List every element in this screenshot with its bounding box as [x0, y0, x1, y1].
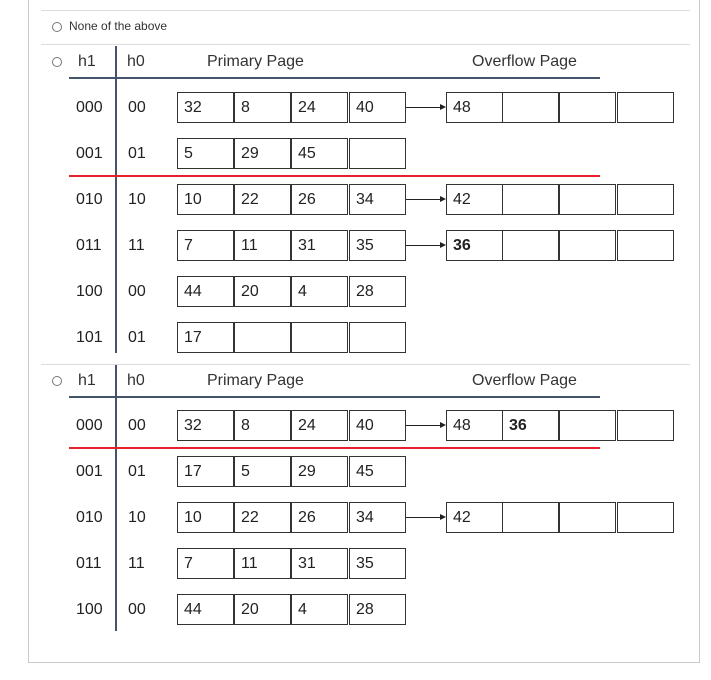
bucket-h0-label: 10	[128, 191, 146, 208]
primary-page-slot: 22	[234, 184, 291, 215]
header-h1: h1	[78, 372, 96, 389]
overflow-arrow	[406, 107, 440, 108]
bucket-h0-label: 10	[128, 509, 146, 526]
primary-page-slot: 34	[349, 502, 406, 533]
primary-page-slot: 20	[234, 594, 291, 625]
overflow-page-slot: 36	[502, 410, 559, 441]
overflow-page-slot	[559, 184, 616, 215]
primary-page-slot: 11	[234, 548, 291, 579]
primary-page-slot: 4	[291, 594, 348, 625]
primary-page-slot: 32	[177, 410, 234, 441]
overflow-page-slot	[617, 410, 674, 441]
primary-page-slot: 40	[349, 92, 406, 123]
overflow-page-slot: 48	[446, 410, 503, 441]
overflow-arrow	[406, 517, 440, 518]
column-divider	[115, 46, 117, 353]
overflow-page-slot	[502, 184, 559, 215]
bucket-h0-label: 11	[128, 555, 145, 572]
primary-page-slot: 29	[291, 456, 348, 487]
header-overflow-page: Overflow Page	[472, 53, 577, 70]
primary-page-slot: 8	[234, 92, 291, 123]
bucket-h1-label: 000	[76, 417, 103, 434]
overflow-page-slot: 48	[446, 92, 503, 123]
bucket-h0-label: 11	[128, 237, 145, 254]
bucket-h1-label: 010	[76, 509, 103, 526]
primary-page-slot: 35	[349, 230, 406, 261]
header-underline	[69, 396, 600, 398]
radio-none-of-the-above[interactable]	[52, 22, 62, 32]
primary-page-slot: 4	[291, 276, 348, 307]
primary-page-slot: 10	[177, 502, 234, 533]
split-pointer-line	[69, 175, 600, 177]
overflow-page-slot	[559, 230, 616, 261]
overflow-arrow	[406, 199, 440, 200]
primary-page-slot: 31	[291, 548, 348, 579]
header-overflow-page: Overflow Page	[472, 372, 577, 389]
overflow-page-slot: 36	[446, 230, 503, 261]
primary-page-slot: 29	[234, 138, 291, 169]
overflow-arrow	[406, 425, 440, 426]
primary-page-slot: 28	[349, 276, 406, 307]
bucket-h1-label: 010	[76, 191, 103, 208]
header-underline	[69, 77, 600, 79]
bucket-h1-label: 100	[76, 283, 103, 300]
primary-page-slot: 40	[349, 410, 406, 441]
bucket-h1-label: 101	[76, 329, 103, 346]
primary-page-slot: 34	[349, 184, 406, 215]
bucket-h0-label: 00	[128, 601, 146, 618]
option-divider	[41, 10, 690, 11]
primary-page-slot	[291, 322, 348, 353]
primary-page-slot: 44	[177, 276, 234, 307]
bucket-h0-label: 01	[128, 463, 146, 480]
primary-page-slot: 17	[177, 456, 234, 487]
overflow-page-slot	[617, 502, 674, 533]
primary-page-slot: 24	[291, 92, 348, 123]
primary-page-slot: 11	[234, 230, 291, 261]
primary-page-slot: 45	[349, 456, 406, 487]
overflow-page-slot	[559, 92, 616, 123]
overflow-arrow	[406, 245, 440, 246]
bucket-h1-label: 011	[76, 555, 102, 572]
primary-page-slot: 24	[291, 410, 348, 441]
primary-page-slot: 17	[177, 322, 234, 353]
primary-page-slot: 5	[177, 138, 234, 169]
primary-page-slot: 5	[234, 456, 291, 487]
bucket-h1-label: 000	[76, 99, 103, 116]
bucket-h0-label: 00	[128, 99, 146, 116]
header-h1: h1	[78, 53, 96, 70]
primary-page-slot	[349, 138, 406, 169]
primary-page-slot: 7	[177, 230, 234, 261]
primary-page-slot: 44	[177, 594, 234, 625]
bucket-h1-label: 100	[76, 601, 103, 618]
radio-option-b[interactable]	[52, 376, 62, 386]
overflow-page-slot	[502, 502, 559, 533]
overflow-page-slot	[617, 184, 674, 215]
primary-page-slot: 22	[234, 502, 291, 533]
overflow-page-slot	[559, 502, 616, 533]
primary-page-slot: 28	[349, 594, 406, 625]
option-divider	[41, 364, 690, 365]
overflow-page-slot: 42	[446, 502, 503, 533]
header-h0: h0	[127, 372, 145, 389]
bucket-h1-label: 001	[76, 463, 103, 480]
split-pointer-line	[69, 447, 600, 449]
primary-page-slot: 32	[177, 92, 234, 123]
overflow-page-slot	[617, 230, 674, 261]
bucket-h0-label: 01	[128, 329, 146, 346]
bucket-h0-label: 00	[128, 417, 146, 434]
primary-page-slot: 7	[177, 548, 234, 579]
bucket-h0-label: 00	[128, 283, 146, 300]
primary-page-slot: 35	[349, 548, 406, 579]
primary-page-slot: 26	[291, 184, 348, 215]
radio-option-a[interactable]	[52, 57, 62, 67]
primary-page-slot: 8	[234, 410, 291, 441]
overflow-page-slot	[617, 92, 674, 123]
primary-page-slot	[349, 322, 406, 353]
overflow-page-slot	[559, 410, 616, 441]
header-h0: h0	[127, 53, 145, 70]
header-primary-page: Primary Page	[207, 53, 304, 70]
primary-page-slot	[234, 322, 291, 353]
primary-page-slot: 26	[291, 502, 348, 533]
option-label: None of the above	[69, 19, 168, 33]
option-divider	[41, 44, 690, 45]
bucket-h1-label: 001	[76, 145, 103, 162]
header-primary-page: Primary Page	[207, 372, 304, 389]
primary-page-slot: 45	[291, 138, 348, 169]
column-divider	[115, 365, 117, 631]
bucket-h0-label: 01	[128, 145, 146, 162]
overflow-page-slot: 42	[446, 184, 503, 215]
overflow-page-slot	[502, 230, 559, 261]
primary-page-slot: 31	[291, 230, 348, 261]
overflow-page-slot	[502, 92, 559, 123]
bucket-h1-label: 011	[76, 237, 102, 254]
primary-page-slot: 20	[234, 276, 291, 307]
primary-page-slot: 10	[177, 184, 234, 215]
